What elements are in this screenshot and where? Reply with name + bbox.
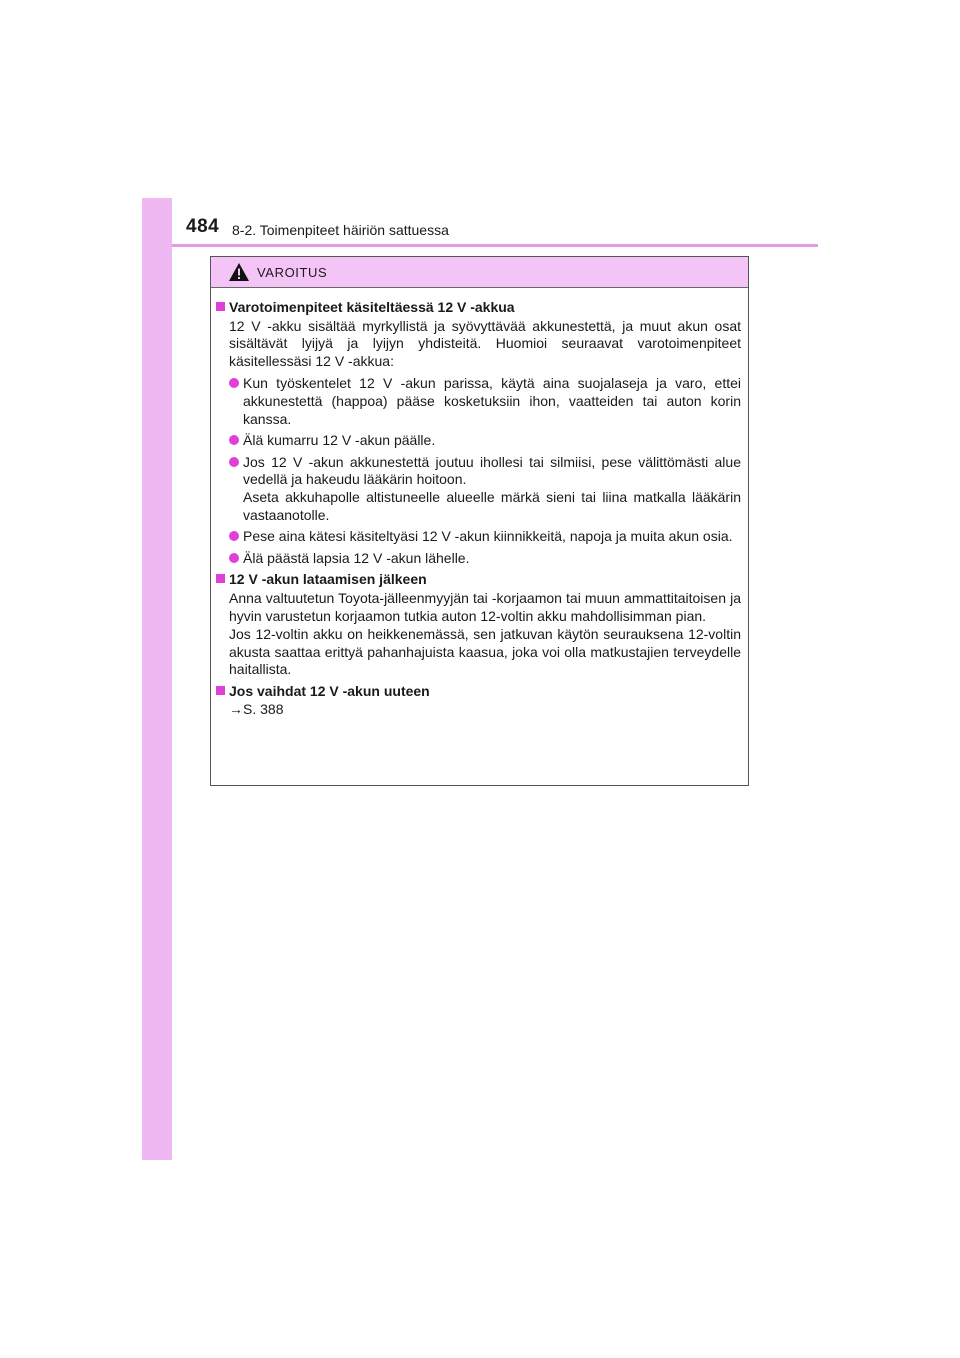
warning-item: [216, 683, 741, 719]
warning-item: [216, 571, 741, 679]
section-title: 8-2. Toimenpiteet häiriön sattuessa: [232, 222, 449, 238]
page-reference-link[interactable]: →S. 388: [229, 701, 284, 718]
item-text-continued: Jos 12-voltin akku on heikkenemässä, sen jatkuvan käytön seurauksena 12-voltin akusta saattaa erittyä pahanhajuista kaasua, joka voi olla matkustajien terveydelle haitallista.: [229, 626, 741, 678]
bullet-text: Älä päästä lapsia 12 V -akun lähelle.: [243, 549, 470, 566]
warning-title: VAROITUS: [257, 265, 328, 280]
bullet-item: [229, 432, 741, 450]
item-text: Anna valtuutetun Toyota-jälleenmyyjän tai -korjaamon tai muun ammattitaitoisen ja hyvin varustetun korjaamon tutkia auton 12-voltin akku mahdollisimman pian.: [229, 589, 741, 624]
round-bullet-icon: [229, 435, 239, 445]
round-bullet-icon: [229, 531, 239, 541]
header-divider: [172, 244, 818, 247]
warning-item: [216, 299, 741, 567]
item-title: 12 V -akun lataamisen jälkeen: [229, 571, 427, 588]
page-number: 484: [186, 216, 220, 237]
square-bullet-icon: [216, 574, 225, 583]
bullet-text: Kun työskentelet 12 V -akun parissa, käytä aina suojalaseja ja varo, ettei akkunestettä (happoa) pääse kosketuksiin ihon, vaatteiden tai auton korin kanssa.: [243, 375, 741, 427]
bullet-text: Jos 12 V -akun akkunestettä joutuu ihollesi tai silmiisi, pese välittömästi alue vedellä ja hakeudu lääkärin hoitoon.: [243, 453, 741, 488]
square-bullet-icon: [216, 686, 225, 695]
bullet-item: [229, 550, 741, 568]
bullet-list: [229, 375, 741, 567]
warning-triangle-icon: [228, 262, 250, 282]
item-title: Jos vaihdat 12 V -akun uuteen: [229, 682, 430, 699]
round-bullet-icon: [229, 457, 239, 467]
chapter-side-tab: [142, 198, 172, 1160]
square-bullet-icon: [216, 302, 225, 311]
round-bullet-icon: [229, 553, 239, 563]
round-bullet-icon: [229, 378, 239, 388]
warning-header: [211, 257, 748, 288]
item-text: 12 V -akku sisältää myrkyllistä ja syövyttävää akkunestettä, ja muut akun osat sisältävät lyijyä ja lyijyn yhdisteitä. Huomioi seuraavat varotoimenpiteet käsitellessäsi 12 V -akkua:: [229, 317, 741, 369]
item-title: Varotoimenpiteet käsiteltäessä 12 V -akkua: [229, 299, 515, 315]
bullet-text-continued: Aseta akkuhapolle altistuneelle alueelle märkä sieni tai liina matkalla lääkärin vastaanotolle.: [243, 488, 741, 523]
bullet-item: [229, 528, 741, 546]
warning-body: [211, 288, 748, 719]
bullet-item: [229, 454, 741, 524]
bullet-item: [229, 375, 741, 428]
warning-box: [210, 256, 749, 786]
bullet-text: Pese aina kätesi käsiteltyäsi 12 V -akun kiinnikkeitä, napoja ja muita akun osia.: [243, 528, 733, 545]
bullet-text: Älä kumarru 12 V -akun päälle.: [243, 432, 436, 449]
